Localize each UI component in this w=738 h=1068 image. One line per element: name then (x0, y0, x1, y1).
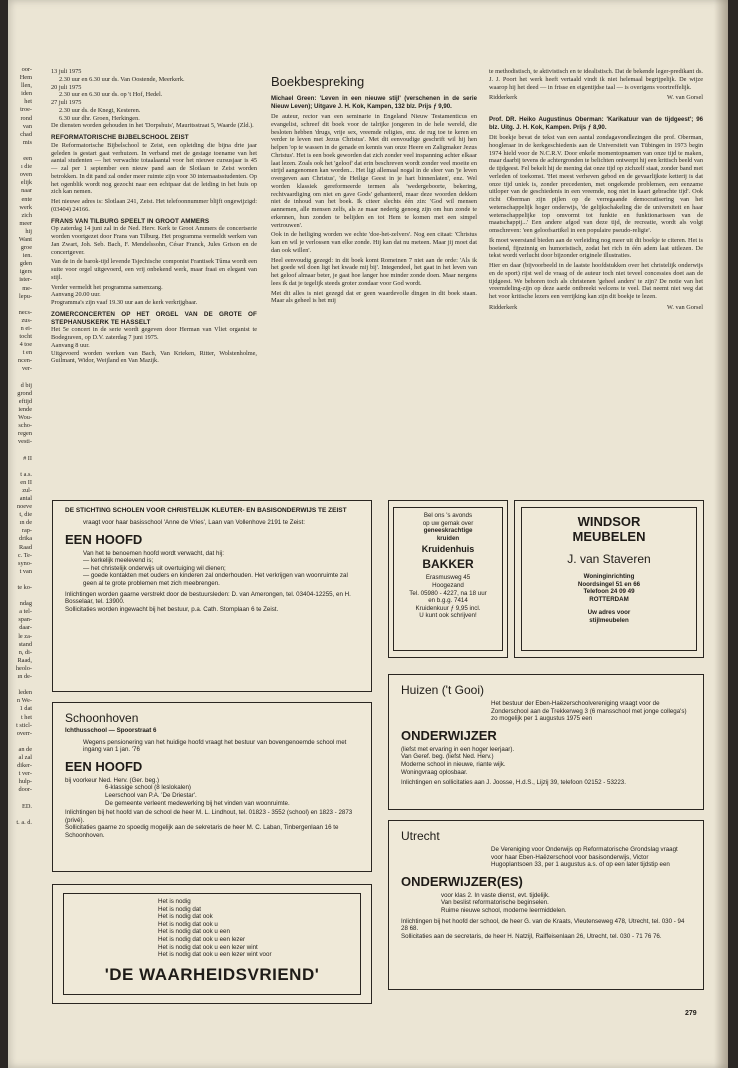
ad-publication-title: 'DE WAARHEIDSVRIEND' (104, 964, 320, 984)
ad-position-title: ONDERWIJZER (401, 727, 497, 743)
ad-line: geneeskrachtige (423, 527, 473, 535)
ad-line: Het is nodig (158, 898, 191, 905)
ad-apply: Sollicitaties worden ingewacht bij het bestuur, p.a. Cath. Stomplaan 6 te Zeist. (65, 605, 279, 613)
ad-info: Inlichtingen bij het hoofd der school, de heer G. van de Kraats, Vleutenseweg 478, Utrecht, tel. 030 - 94 28 68. (401, 917, 685, 933)
ad-info: Inlichtingen worden gaarne verstrekt door de bestuursleden: D. van Amerongen, tel. 03404-12255, en H. Bosselaar, tel. 13900. (65, 590, 351, 606)
ad-line: Het is nodig dat ook u een (158, 928, 230, 936)
ad-line: Het is nodig dat ook u een lezer wint (158, 943, 258, 951)
ad-line: kruiden (436, 534, 460, 542)
ad-text: bij voorkeur Ned. Herv. (Ger. beg.) (65, 776, 160, 784)
ad-line: Telefoon 24 09 49 (583, 588, 635, 596)
ad-info: Inlichtingen bij het hoofd van de school de heer M. L. Lindhout, tel. 01823 - 3552 (school) en 1823 - 2873 (privé). (65, 809, 353, 824)
ad-feature: (liefst met ervaring in een hoger leerjaar). (401, 745, 515, 753)
ad-utrecht (388, 820, 704, 990)
ad-huizen (388, 674, 704, 810)
ad-kruidenhuis-bakker (388, 500, 508, 658)
article-paragraph: Op zaterdag 14 juni zal in de Ned. Herv. Kerk te Groot Ammers de concertserie worden voortgezet door Frans van Tilburg. Het programma vermeldt werken van Jan Zwart, Joh. Seb. Bach, F. Mendelssohn, César Franck, Jules Grison en de concertgever. (51, 225, 257, 256)
ad-line: stijlmeubelen (589, 616, 629, 624)
previous-page-margin-text: oor- Hem llen, iden het troe- rond van chad mis een ı die oven elijk naar ente werk zich meer hij Want groe ien. gden igers ister- me- lepu- necs- zus- n ei- tocht 4 toe t en ncen- ver- d bij grond eftijd iende Wou- scho- regen vesti- # II t a.s. en II zul- antal noeve t, die ın de rap- drika Raad c. Te- syno- t van te ko- ndag a tel- span- daar- le za- stand n, di- Raad, heolo- ın de- leden n We- 1 dat t het t sticl- overr- an de al zal diker- t ver- hulp- door- ED. t. a. d. (15, 66, 32, 826)
article-line: Uitgevoerd worden werken van Bach, Van Krieken, Ritter, Wolstenholme, Guilmant, Widor, Weijland en Van Mazijk. (51, 349, 257, 365)
agenda-date: 27 juli 1975 (51, 99, 82, 106)
agenda-note: De diensten worden gehouden in het 'Dorpshuis', Mauritsstraat 5, Waarde (Zld.). (51, 122, 254, 130)
article-line: Het 5e concert in de serie wordt gegeven door Herman van Vliet organist te Bodegraven, op D.V. zaterdag 7 juni 1975. (51, 326, 257, 341)
article-paragraph: De Reformatorische Bijbelschool te Zeist, een opleiding die bijna drie jaar geleden is gestart gaat verhuizen. In verband met de gestage toename van het aantal studenten — het verwachte totaalaantal voor het nieuwe cursusjaar is 45 — zal per 1 september een nieuw pand aan de Slotlaan te Zeist worden betrokken. In dit pand zal onder meer ruimte zijn voor 30 internaatsstudenten. Op het ogenblik wordt nog gezocht naar een echtpaar dat de leiding in het huis op zich kan nemen. (51, 141, 257, 196)
article-line: Aanvang 8 uur. (51, 341, 90, 349)
article-paragraph: Van de in de barok-tijd levende Tsjechische componist Frantisek Tůma wordt een suite voor orgel uitgevoerd, een vrij onbekend werk, maar fraai en elegant van stijl. (51, 258, 257, 281)
ad-intro: vraagt voor haar basisschool 'Anne de Vries', Laan van Vollenhove 2191 te Zeist: (83, 519, 305, 526)
article-heading: FRANS VAN TILBURG SPEELT IN GROOT AMMERS (51, 217, 210, 225)
agenda-date: 13 juli 1975 (51, 68, 82, 75)
ad-intro: Het bestuur der Eben-Haëzerschoolvereniging vraagt voor de Zonderschool aan de Trekkerweg 3 (6 mansschool met jonge collega's) zo mogelijk per 1 augustus 1975 een (491, 700, 687, 723)
ad-line: Het is nodig dat ook (158, 913, 213, 921)
article-heading: REFORMATORISCHE BIJBELSCHOOL ZEIST (51, 134, 189, 141)
ad-line: Woninginrichting (583, 573, 635, 580)
ad-waarheidsvriend (52, 884, 372, 1004)
ad-place: Utrecht (401, 829, 440, 843)
review-paragraph: Ook in de heiliging worden we echte 'doe-het-zelvers'. Nog een citaat: 'Christus kan en wil je verlossen van elke zonde. Hij kan dat nu meteen. Maar jij moet dat dan ook willen'. (271, 231, 477, 254)
review-heading: Prof. DR. Heiko Augustinus Oberman: 'Karikatuur van de tijdgeest'; 96 blz. Uitg. J. H. Kok, Kampen. Prijs ƒ 8,90. (489, 116, 703, 131)
magazine-page (8, 0, 728, 1068)
signature-place: Ridderkerk (489, 94, 518, 102)
ad-inner-frame (521, 507, 697, 651)
ad-shop-name: Kruidenhuis (421, 544, 475, 555)
ad-owner: J. van Staveren (567, 552, 651, 566)
ad-position-title: ONDERWIJZER(ES) (401, 873, 523, 889)
ad-inner-frame (393, 507, 503, 651)
ad-place: Huizen ('t Gooi) (401, 683, 484, 697)
ad-requirement: — het christelijk onderwijs uit overtuiging wil dienen; (83, 564, 226, 572)
ad-feature: Ruime nieuwe school, moderne leermiddelen. (441, 906, 567, 914)
section-title: Boekbespreking (271, 74, 365, 89)
ad-line: Uw adres voor (587, 609, 631, 617)
column-2 (271, 68, 477, 486)
review-signature (489, 94, 703, 102)
agenda-entry: 2.30 uur ds. de Knegt, Kesteren. (59, 106, 141, 114)
column-1 (51, 68, 257, 486)
ad-info: Inlichtingen en sollicitaties aan J. Joosse, H.d.S., Lijzij 39, telefoon 02152 - 53223. (401, 779, 626, 787)
ad-text: Van het te benoemen hoofd wordt verwacht, dat hij: (83, 549, 224, 557)
ad-organization: DE STICHTING SCHOLEN VOOR CHRISTELIJK KLEUTER- EN BASISONDERWIJS TE ZEIST (65, 507, 347, 514)
article-paragraph: Het nieuwe adres is: Slotlaan 241, Zeist. Het telefoonnummer blijft ongewijzigd: (03404) 24166. (51, 198, 257, 213)
article-line: Verder vermeldt het programma samenzang. (51, 283, 163, 291)
agenda-date: 20 juli 1975 (51, 83, 82, 91)
ad-intro: De Vereniging voor Onderwijs op Reformatorische Grondslag vraagt voor haar Eben-Haëzerschool voor basisonderwijs, Victor Hugoplantsoen 33, per 1 augustus a.s. of op een later tijdstip een (491, 846, 678, 869)
signature-name: W. van Gorsel (667, 303, 703, 311)
agenda-entry: 2.30 uur en 6.30 uur ds. Van Oostende, Meerkerk. (59, 75, 185, 83)
review-paragraph: te methodistisch, te aktivistisch en te idealistisch. Dat de bekende leger-predikant ds. J. J. Poort het werk heeft vertaald vindt ik niet helemaal begrijpelijk. De wijze waarop hij het deed — in frisse en eigentijdse taal — is overigens voortreffelijk. (489, 68, 703, 91)
ad-brand: MEUBELEN (572, 529, 646, 544)
ad-feature: 6-klassige school (8 leslokalen) (105, 784, 191, 792)
signature-name: W. van Gorsel (667, 94, 703, 102)
ad-line: ROTTERDAM (589, 595, 629, 603)
ad-feature: Leerschool van P.A. 'De Driestar'. (105, 791, 197, 799)
agenda-entry: 6.30 uur dhr. Groen, Herkingen. (59, 114, 140, 122)
agenda-list (51, 68, 257, 130)
ad-feature: Woningvraag oplosbaar. (401, 768, 468, 776)
ad-line: Het is nodig dat ook u een lezer wint voor (158, 951, 272, 959)
ad-requirement: — kerkelijk meelevend is; (83, 557, 154, 565)
article-heading: ZOMERCONCERTEN OP HET ORGEL VAN DE GROTE OF STEPHANUSKERK TE HASSELT (51, 310, 257, 326)
ad-line: Het is nodig dat ook u (158, 920, 218, 928)
review-signature (489, 304, 703, 312)
ad-zeist (52, 500, 372, 692)
ad-line: Noordsingel 51 en 66 (577, 580, 641, 588)
signature-place: Ridderkerk (489, 303, 518, 311)
ad-feature: Van beslist reformatorische beginselen. (441, 899, 549, 907)
review-paragraph: Hier en daar (bijvoorbeeld in de laatste hoofdstukken over het christelijk onderwijs en de sport) rijst wel de vraag of de auteur toch niet teveel concessies doet aan de tijdgeest. We behoren toch als christenen 'geheel anders' te zijn? De notie van het vreemdeling-zijn op deze aarde ontbreekt welcens te veel. Dat neemt niet weg dat het voor kritische lezers een verrijking kan zijn dit boekje te lezen. (489, 262, 703, 301)
ad-price: Kruidenkuur ƒ 9,95 incl. (415, 604, 481, 612)
ad-line: op uw gemak over (422, 519, 474, 527)
page-number: 279 (685, 1010, 697, 1017)
review-paragraph: Ik moet weerstand bieden aan de verleiding nog meer uit dit boekje te citeren. Het is boeiend, fijnzinnig en humoristisch, zodat het rich in één adem laat uitlezen. De tekst wordt verlucht door bijzonder originele illustraties. (489, 236, 703, 260)
ad-brand: WINDSOR (577, 514, 641, 529)
ad-feature: voor klas 2. In vaste dienst, evt. tijdelijk. (441, 891, 550, 899)
ad-place: Schoonhoven (65, 711, 139, 725)
article-line: Aanvang 20.00 uur. (51, 291, 101, 299)
ad-position-title: EEN HOOFD (65, 758, 143, 774)
ad-feature: Van Geref. beg. (liefst Ned. Herv.) (401, 753, 494, 761)
ad-school: Ichthusschool — Spoorstraat 6 (65, 727, 157, 734)
ad-requirement: — goede kontakten met ouders en kinderen zal onderhouden. Het verkrijgen van woonruimte zal geen al te grote problemen met zich meebrengen. (83, 572, 348, 587)
ad-apply: Sollicitaties gaarne zo spoedig mogelijk aan de sekretaris de heer M. C. Laban, Tinbergenlaan 16 te Schoonhoven. (65, 824, 339, 839)
ad-feature: Moderne school in nieuwe, riante wijk. (401, 760, 506, 768)
ad-schoonhoven (52, 702, 372, 872)
review-heading: Michael Green: 'Leven in een nieuwe stijl' (verschenen in de serie Nieuw Leven); Uitgave J. H. Kok, Kampen, 132 blz. Prijs ƒ 9,90. (271, 95, 477, 110)
ad-phone: en b.g.g. 7414 (428, 597, 468, 605)
article-line: Programma's zijn vaaf 19.30 uur aan de kerk verkrijgbaar. (51, 299, 198, 306)
agenda-entry: 2.30 uur en 6.30 uur ds. op 't Hof, Hedel. (59, 91, 163, 99)
column-3 (489, 68, 703, 486)
ad-inner-frame (63, 893, 361, 995)
ad-shop-name-large: BAKKER (422, 557, 474, 572)
ad-windsor-meubelen (514, 500, 704, 658)
ad-line: Het is nodig dat ook u een lezer (158, 935, 246, 943)
ad-apply: Sollicitaties aan de secretaris, de heer H. Natzijl, Raiffeisenlaan 26, Utrecht, tel. 030 - 71 76 76. (401, 932, 662, 940)
ad-intro: Wegens pensionering van het huidige hoofd vraagt het bestuur van bovengenoemde school met ingang van 1 jan. '76 (83, 738, 347, 754)
ad-line: Het is nodig dat (158, 905, 201, 913)
ad-cta: U kunt ook schrijven! (419, 612, 477, 620)
ad-stacked-lines (72, 898, 352, 959)
ad-line: Bel ons 's avonds (423, 512, 473, 519)
review-paragraph: Met dit alles is niet gezegd dat er geen waardevolle dingen in dit boek staan. Maar als geheel is het mij (271, 289, 477, 305)
review-paragraph: Heel eenvoudig gezegd: in dit boek komt Romeinen 7 niet aan de orde: 'Als ik het goede wil doen ligt het kwade mij bij'. Integendeel, het gaat in het leven van het geloof almaar beter, je gaat hoe langer hoe minder zonde doen. Maar nergens lees ik dat je tegelijk steeds groter zondaar voor God wordt. (271, 256, 477, 287)
ad-position-title: EEN HOOFD (65, 531, 143, 547)
ad-phone: Tel. 05980 - 4227, na 18 uur (409, 589, 487, 597)
ad-feature: De gemeente verleent medewerking bij het vinden van woonruimte. (105, 799, 290, 807)
review-paragraph: De auteur, rector van een seminarie in Engeland Nieuw Testamenticus en evangelist, schreef dit boek voor de talrijke jongeren in de hele wereld, die besloten hebben 'drugs, vrije sex, vreemde religies, enz. de rug toe te keren en verder te leven met Jezus Christus'. Met dit eenvoudige geschrift wil hij hen helpen 'op te wassen in de genade en kennis van onze Heere en Zaligmaker Jezus Christus'. Het is een boek geworden dat zich zonder veel inspanning achter elkaar laat lezen. Zoals ook het 'geloof' dat erin beschreven wordt zonder veel moeite en strijd aangenomen kan worden... Het ligt allemaal nogal in de sfeer van 'je leven overgeven aan Christus', 'de Heilige Geest in je hart binnenlaten', enz. Wel worden klassiek gereformeerde termen als 'wedergeboorte, bekering, rechtvaardiging om niet en gave Gods' gehanteerd, maar deze woorden dekken niet de inhoud van het boek. Ik citeer slechts één zin: 'God wil mensen aannemen, alle mensen zelfs, als ze maar nederig genoeg zijn om hun zonde te erkennen, hun zonden te belijden en tot Hem te komen met een simpel vertrouwen'. (271, 113, 477, 229)
review-paragraph: Dit boekje bevat de tekst van een aantal zondagavondlezingen die prof. Oberman, hoogleraar in de kerkgeschiedenis aan de Universiteit van Tübingen in 1973 begin 1974 hield voor de N.C.R.V. Door enkele momentopnamen van onze tijd te maken, maar daarbij tevens de achtergronden te belichten ontwerpt hij een kritisch beeld van de tijdgeest. Fel bekelt hij de mening dat onze tijd op zichzelf staat, zonder band met verleden of toekomst. 'Het meest verheven gebod en de gevaarlijkste ketterij is dat onze tijd uniek is, zonder precedenten, met ongekende problemen, een eenzame uitloper van de geschiedenis in een vreemde, nog niet in kaart gebrachte tijd'. Ook richt Oberman zijn pijlen op de verregaande democratisering van het wetenschappelijk hoger onderwijs, 'de gelijkschakeling die de universiteit en haar wetenschappelijke top omvormt tot funktie en funktionarissen van de maatschappij...' Een andere afgod van deze tijd, de recreatie, wordt als volgt omschreven: 'een geloofsartikel in een populaire pseudo-religie'. (489, 134, 703, 235)
ad-address: Hoogezand (432, 581, 464, 589)
ad-address: Erasmusweg 45 (425, 574, 471, 582)
